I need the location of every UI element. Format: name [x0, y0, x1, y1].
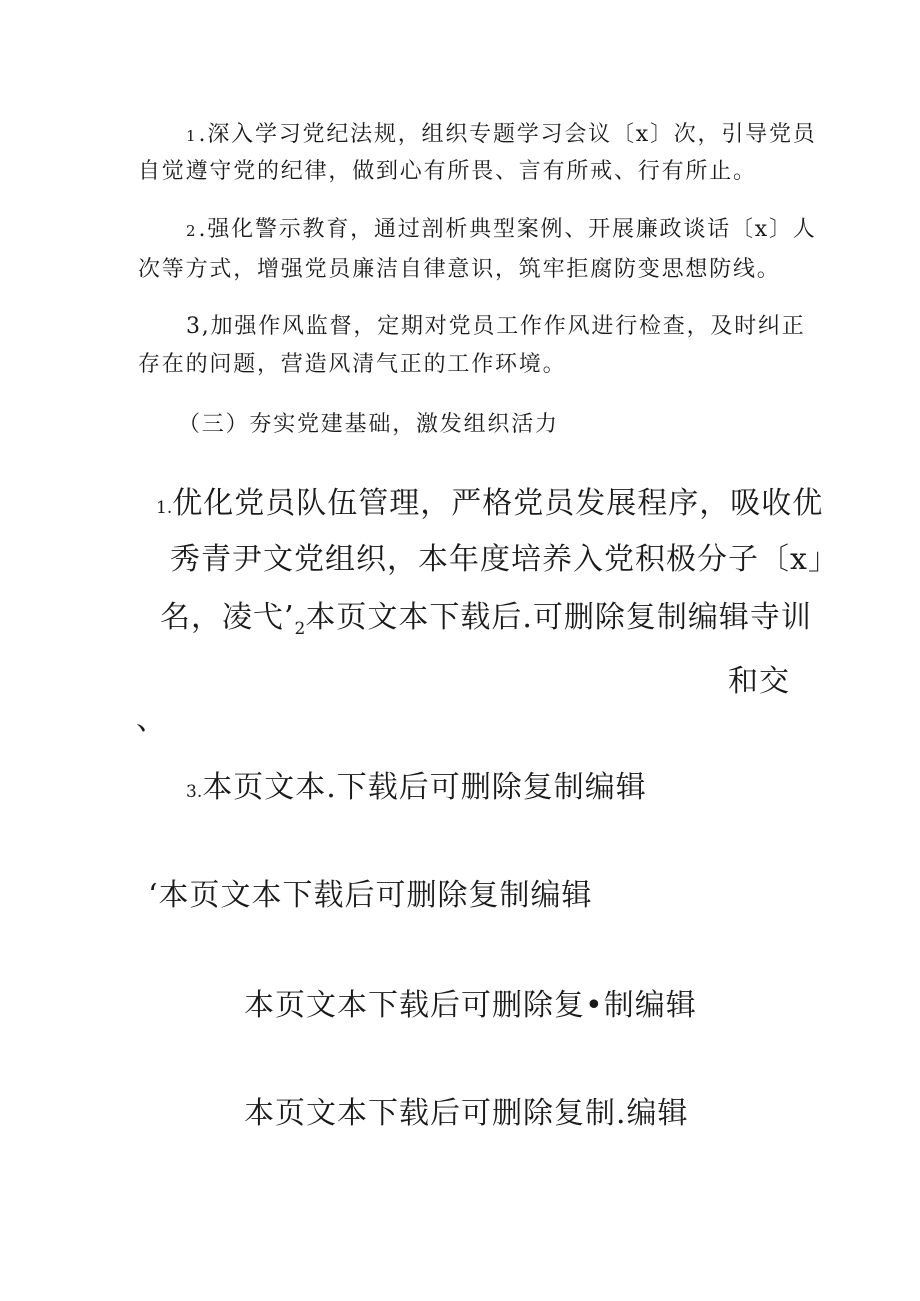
paragraph-text: 优化党员队伍管理，严格党员发展程序，吸收优: [172, 486, 824, 521]
paragraph-1-line-2: 自觉遵守党的纪律，做到心有所畏、言有所戒、行有所止。: [138, 159, 757, 184]
paragraph-text-b: 本页文本下载后.可删除复制编辑寺训: [305, 600, 812, 635]
large-paragraph-line-4: 和交: [728, 664, 790, 699]
section-heading: （三）夯实党建基础，激发组织活力: [178, 412, 559, 437]
stray-punctuation: 、: [136, 702, 167, 737]
paragraph-text: 本页文本.下载后可删除复制编辑: [202, 770, 647, 805]
subscript-number: 2: [294, 619, 306, 639]
paragraph-1-line-1: [186, 117, 817, 148]
watermark-line-2: 本页文本下载后可删除复•制编辑: [244, 988, 697, 1023]
watermark-line-3: 本页文本下载后可删除复制.编辑: [244, 1096, 689, 1131]
watermark-line-1: ‘本页文本下载后可删除复制编辑: [148, 878, 593, 913]
paragraph-text: .强化警示教育，通过剖析典型案例、开展廉政谈话〔x〕人: [198, 217, 817, 242]
large-paragraph-line-1: [156, 478, 823, 522]
large-paragraph-line-2: 秀青尹文党组织，本年度培养入党积极分子〔x」: [170, 542, 839, 577]
paragraph-number: 1: [186, 127, 196, 145]
large-paragraph-2: [186, 762, 647, 806]
paragraph-2-line-1: [186, 212, 817, 243]
paragraph-text: .深入学习党纪法规，组织专题学习会议〔x〕次，引导党员: [198, 122, 817, 147]
paragraph-text-a: 名，凌弋’: [160, 600, 295, 635]
paragraph-number: 1.: [156, 498, 173, 518]
paragraph-number: 2: [186, 222, 196, 240]
paragraph-2-line-2: 次等方式，增强党员廉洁自律意识，筑牢拒腐防变思想防线。: [138, 257, 781, 282]
paragraph-3-line-2: 存在的问题，营造风清气正的工作环境。: [138, 352, 567, 377]
paragraph-number: 3.: [186, 782, 203, 802]
paragraph-3-line-1: 3,加强作风监督，定期对党员工作作风进行检查，及时纠正: [186, 314, 806, 339]
large-paragraph-line-3: [160, 592, 812, 639]
